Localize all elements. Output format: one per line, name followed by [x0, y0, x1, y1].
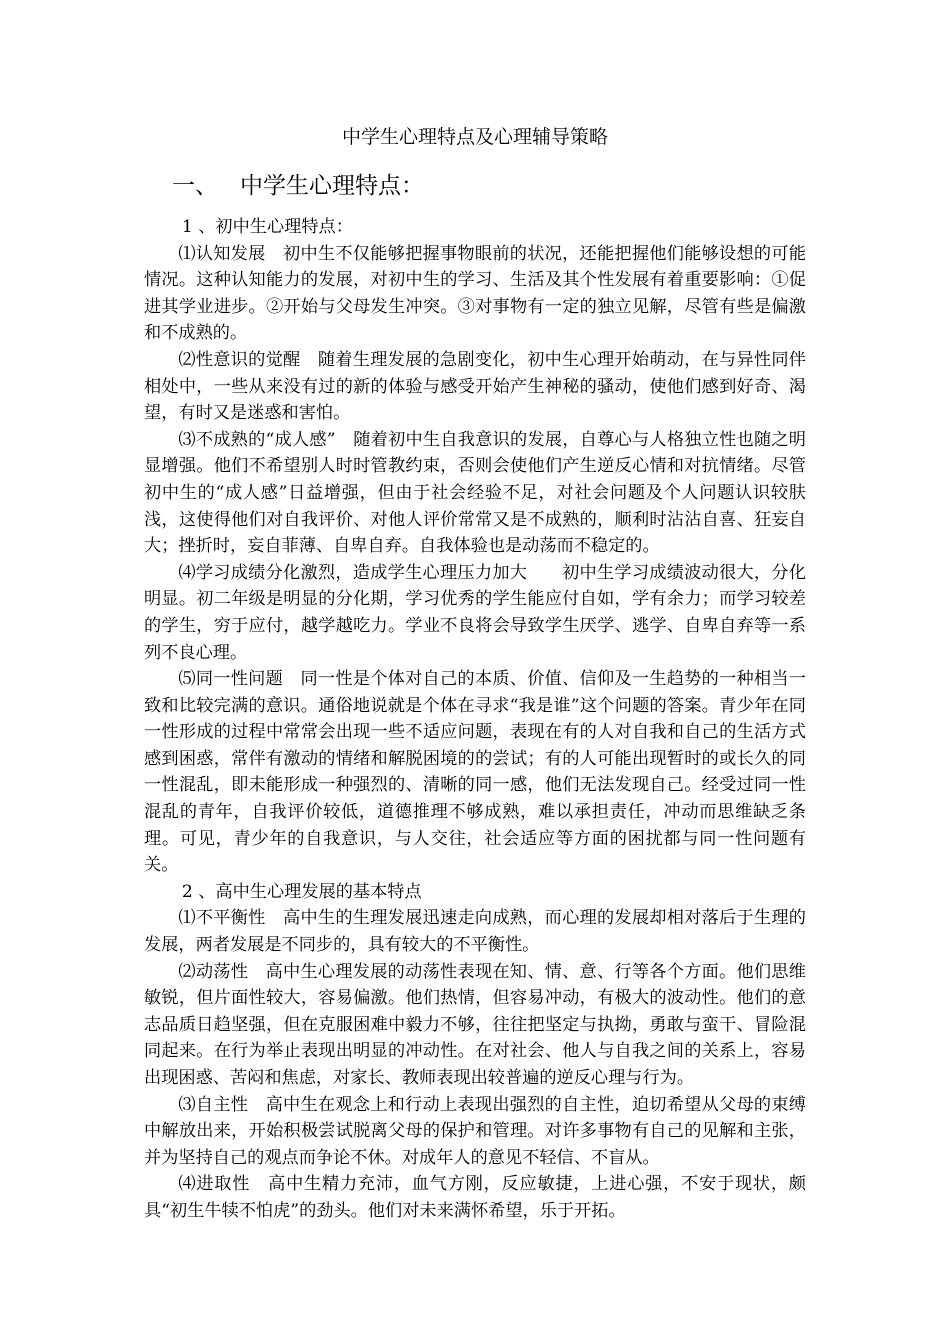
- body-paragraph: ⑴不平衡性 高中生的生理发展迅速走向成熟，而心理的发展却相对落后于生理的发展，两者发展是不同步的，具有较大的不平衡性。: [144, 908, 806, 956]
- body-paragraph: ⑶自主性 高中生在观念上和行动上表现出强烈的自主性，迫切希望从父母的束缚中解放出来，开始积极尝试脱离父母的保护和管理。对许多事物有自己的见解和主张，并为坚持自己的观点而争论不休。对成年人的意见不轻信、不盲从。: [144, 1094, 806, 1168]
- body-paragraph: ⑷进取性 高中生精力充沛，血气方刚，反应敏捷，上进心强，不安于现状，颇具“初生牛犊不怕虎”的劲头。他们对未来满怀希望，乐于开拓。: [144, 1174, 806, 1221]
- subsection-heading: 1 、初中生心理特点：: [181, 217, 353, 237]
- section-title: 中学生心理特点：: [240, 173, 424, 199]
- document-body: [144, 214, 806, 1225]
- subsection-heading: 2 、高中生心理发展的基本特点: [181, 881, 422, 902]
- document-title: 中学生心理特点及心理辅导策略: [341, 126, 608, 148]
- body-paragraph: ⑶不成熟的“成人感” 随着初中生自我意识的发展，自尊心与人格独立性也随之明显增强。他们不希望别人时时管教约束，否则会使他们产生逆反心情和对抗情绪。尽管初中生的“成人感”日益增强，但由于社会经验不足，对社会问题及个人问题认识较肤浅，这使得他们对自我评价、对他人评价常常又是不成熟的，顺利时沾沾自喜、狂妄自大；挫折时，妄自菲薄、自卑自弃。自我体验也是动荡而不稳定的。: [144, 429, 806, 557]
- section-heading: [172, 170, 424, 202]
- section-number: 一、: [172, 173, 218, 199]
- body-paragraph: ⑸同一性问题 同一性是个体对自己的本质、价值、信仰及一生趋势的一种相当一致和比较完满的意识。通俗地说就是个体在寻求“我是谁”这个问题的答案。青少年在同一性形成的过程中常常会出现一些不适应问题，表现在有的人对自我和自己的生活方式感到困惑，常伴有激动的情绪和解脱困境的的尝试；有的人可能出现暂时的或长久的同一性混乱，即未能形成一种强烈的、清晰的同一感，他们无法发现自己。经受过同一性混乱的青年，自我评价较低，道德推理不够成熟，难以承担责任，冲动而思维缺乏条理。可见，青少年的自我意识，与人交往，社会适应等方面的困扰都与同一性问题有关。: [144, 669, 806, 876]
- body-paragraph: ⑵动荡性 高中生心理发展的动荡性表现在知、情、意、行等各个方面。他们思维敏锐，但片面性较大，容易偏激。他们热情，但容易冲动，有极大的波动性。他们的意志品质日趋坚强，但在克服困难中毅力不够，往往把坚定与执拗，勇敢与蛮干、冒险混同起来。在行为举止表现出明显的冲动性。在对社会、他人与自我之间的关系上，容易出现困惑、苦闷和焦虑，对家长、教师表现出较普遍的逆反心理与行为。: [144, 961, 806, 1088]
- body-paragraph: ⑵性意识的觉醒 随着生理发展的急剧变化，初中生心理开始萌动，在与异性同伴相处中，一些从来没有过的新的体验与感受开始产生神秘的骚动，使他们感到好奇、渴望，有时又是迷惑和害怕。: [144, 349, 806, 424]
- body-paragraph: ⑴认知发展 初中生不仅能够把握事物眼前的状况，还能把握他们能够设想的可能情况。这种认知能力的发展，对初中生的学习、生活及其个性发展有着重要影响：①促进其学业进步。②开始与父母发生冲突。③对事物有一定的独立见解，尽管有些是偏激和不成熟的。: [144, 243, 806, 344]
- body-paragraph: ⑷学习成绩分化激烈，造成学生心理压力加大 初中生学习成绩波动很大，分化明显。初二年级是明显的分化期，学习优秀的学生能应付自如，学有余力；而学习较差的学生，穷于应付，越学越吃力。学业不良将会导致学生厌学、逃学、自卑自弃等一系列不良心理。: [144, 562, 806, 663]
